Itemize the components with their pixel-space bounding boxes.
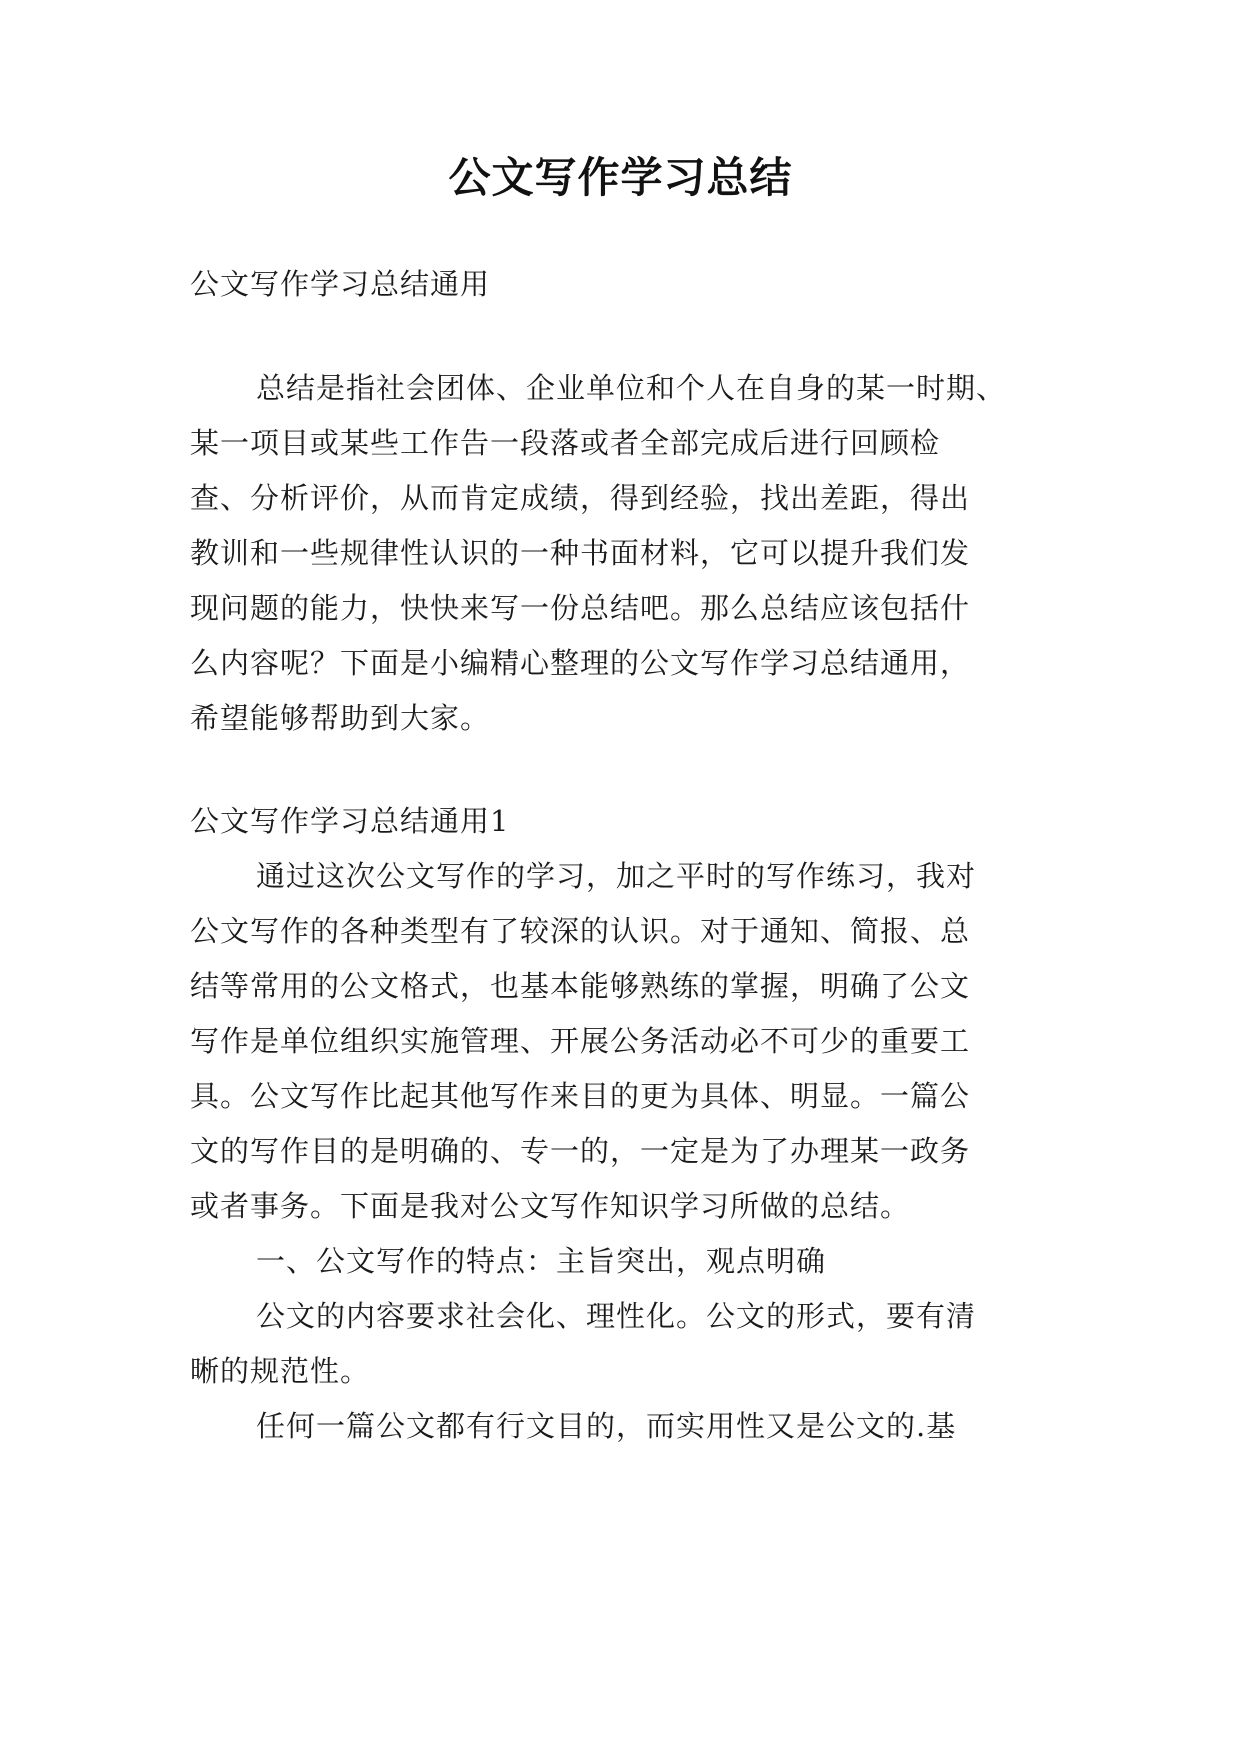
document-title: 公文写作学习总结: [448, 153, 793, 202]
point1-line: 晰的规范性。: [190, 1354, 371, 1388]
section1-line: 结等常用的公文格式，也基本能够熟练的掌握，明确了公文: [190, 969, 971, 1003]
point1-line: 公文的内容要求社会化、理性化。公文的形式，要有清: [256, 1299, 977, 1333]
intro-line: 总结是指社会团体、企业单位和个人在自身的某一时期、: [256, 371, 1007, 405]
intro-line: 现问题的能力，快快来写一份总结吧。那么总结应该包括什: [190, 591, 971, 625]
point1-line: 任何一篇公文都有行文目的，而实用性又是公文的.基: [256, 1409, 957, 1443]
point-heading: 一、公文写作的特点：主旨突出，观点明确: [256, 1244, 827, 1278]
intro-line: 教训和一些规律性认识的一种书面材料，它可以提升我们发: [190, 536, 971, 570]
section1-line: 公文写作的各种类型有了较深的认识。对于通知、简报、总: [190, 914, 971, 948]
section1-line: 写作是单位组织实施管理、开展公务活动必不可少的重要工: [190, 1024, 971, 1058]
intro-line: 希望能够帮助到大家。: [190, 701, 491, 735]
section1-line: 文的写作目的是明确的、专一的，一定是为了办理某一政务: [190, 1134, 971, 1168]
section1-line: 或者事务。下面是我对公文写作知识学习所做的总结。: [190, 1189, 911, 1223]
section1-line: 具。公文写作比起其他写作来目的更为具体、明显。一篇公: [190, 1079, 971, 1113]
intro-line: 么内容呢？下面是小编精心整理的公文写作学习总结通用，: [190, 646, 971, 680]
section-heading: 公文写作学习总结通用1: [190, 804, 510, 838]
intro-line: 某一项目或某些工作告一段落或者全部完成后进行回顾检: [190, 426, 941, 460]
document-subtitle: 公文写作学习总结通用: [190, 267, 491, 301]
section1-line: 通过这次公文写作的学习，加之平时的写作练习，我对: [256, 859, 977, 893]
intro-line: 查、分析评价，从而肯定成绩，得到经验，找出差距，得出: [190, 481, 971, 515]
